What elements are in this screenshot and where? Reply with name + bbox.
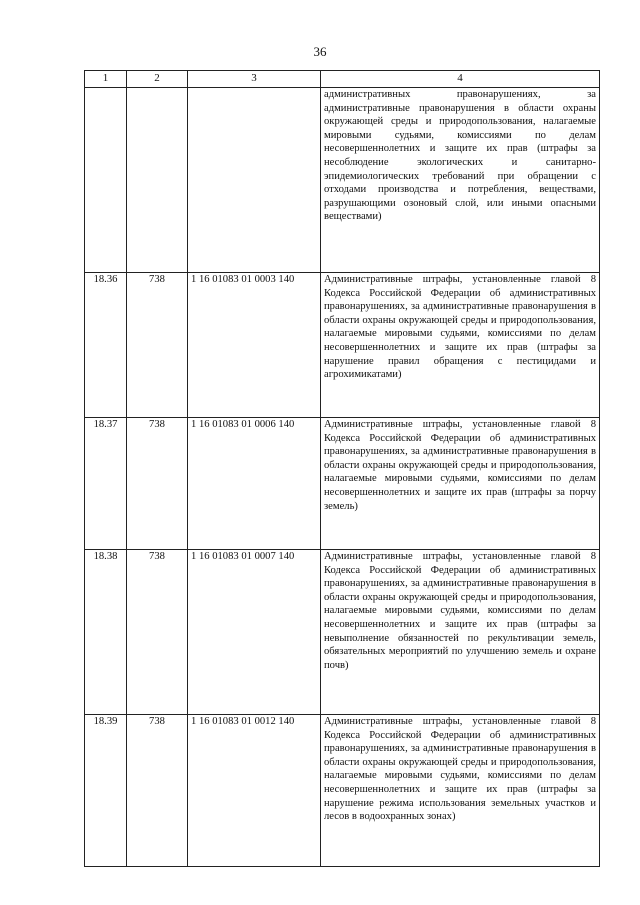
column-header: 4 <box>321 71 600 88</box>
description: Административные штрафы, установленные главой 8 Кодекса Российской Федерации об административных правонарушениях, за административные правонарушения в области охраны окружающей среды и природопользования, налагаемые мировыми судьями, комиссиями по делам несовершеннолетних и защите их прав (штрафы за нарушение правил обращения с пестицидами и агрохимикатами) <box>321 273 600 418</box>
table-row <box>85 88 600 273</box>
description: Административные штрафы, установленные главой 8 Кодекса Российской Федерации об административных правонарушениях, за административные правонарушения в области охраны окружающей среды и природопользования, налагаемые мировыми судьями, комиссиями по делам несовершеннолетних и защите их прав (штрафы за нарушение режима использования земельных участков и лесов в водоохранных зонах) <box>321 715 600 867</box>
page-number: 36 <box>313 44 327 59</box>
table-row <box>85 550 600 715</box>
admin-code: 738 <box>127 273 188 418</box>
budget-code: 1 16 01083 01 0003 140 <box>188 273 321 418</box>
row-number: 18.39 <box>85 715 127 867</box>
row-number <box>85 88 127 273</box>
description: Административные штрафы, установленные главой 8 Кодекса Российской Федерации об административных правонарушениях, за административные правонарушения в области охраны окружающей среды и природопользования, налагаемые мировыми судьями, комиссиями по делам несовершеннолетних и защите их прав (штрафы за невыполнение обязанностей по рекультивации земель, обязательных мероприятий по улучшению земель и охране почв) <box>321 550 600 715</box>
budget-code: 1 16 01083 01 0012 140 <box>188 715 321 867</box>
column-header: 2 <box>127 71 188 88</box>
table-row <box>85 273 600 418</box>
description: Административные штрафы, установленные главой 8 Кодекса Российской Федерации об административных правонарушениях, за административные правонарушения в области охраны окружающей среды и природопользования, налагаемые мировыми судьями, комиссиями по делам несовершеннолетних и защите их прав (штрафы за порчу земель) <box>321 418 600 550</box>
row-number: 18.37 <box>85 418 127 550</box>
table-header-row <box>85 71 600 88</box>
admin-code <box>127 88 188 273</box>
budget-code: 1 16 01083 01 0006 140 <box>188 418 321 550</box>
admin-code: 738 <box>127 715 188 867</box>
admin-code: 738 <box>127 550 188 715</box>
document-table <box>84 70 600 867</box>
column-header: 3 <box>188 71 321 88</box>
admin-code: 738 <box>127 418 188 550</box>
row-number: 18.36 <box>85 273 127 418</box>
budget-code: 1 16 01083 01 0007 140 <box>188 550 321 715</box>
column-header: 1 <box>85 71 127 88</box>
budget-code <box>188 88 321 273</box>
table-row <box>85 418 600 550</box>
table-row <box>85 715 600 867</box>
description: административных правонарушениях, за административные правонарушения в области охраны окружающей среды и природопользования, налагаемые мировыми судьями, комиссиями по делам несовершеннолетних и защите их прав (штрафы за несоблюдение экологических и санитарно-эпидемиологических требований при обращении с отходами производства и потребления, веществами, разрушающими озоновый слой, или иными опасными веществами) <box>321 88 600 273</box>
row-number: 18.38 <box>85 550 127 715</box>
